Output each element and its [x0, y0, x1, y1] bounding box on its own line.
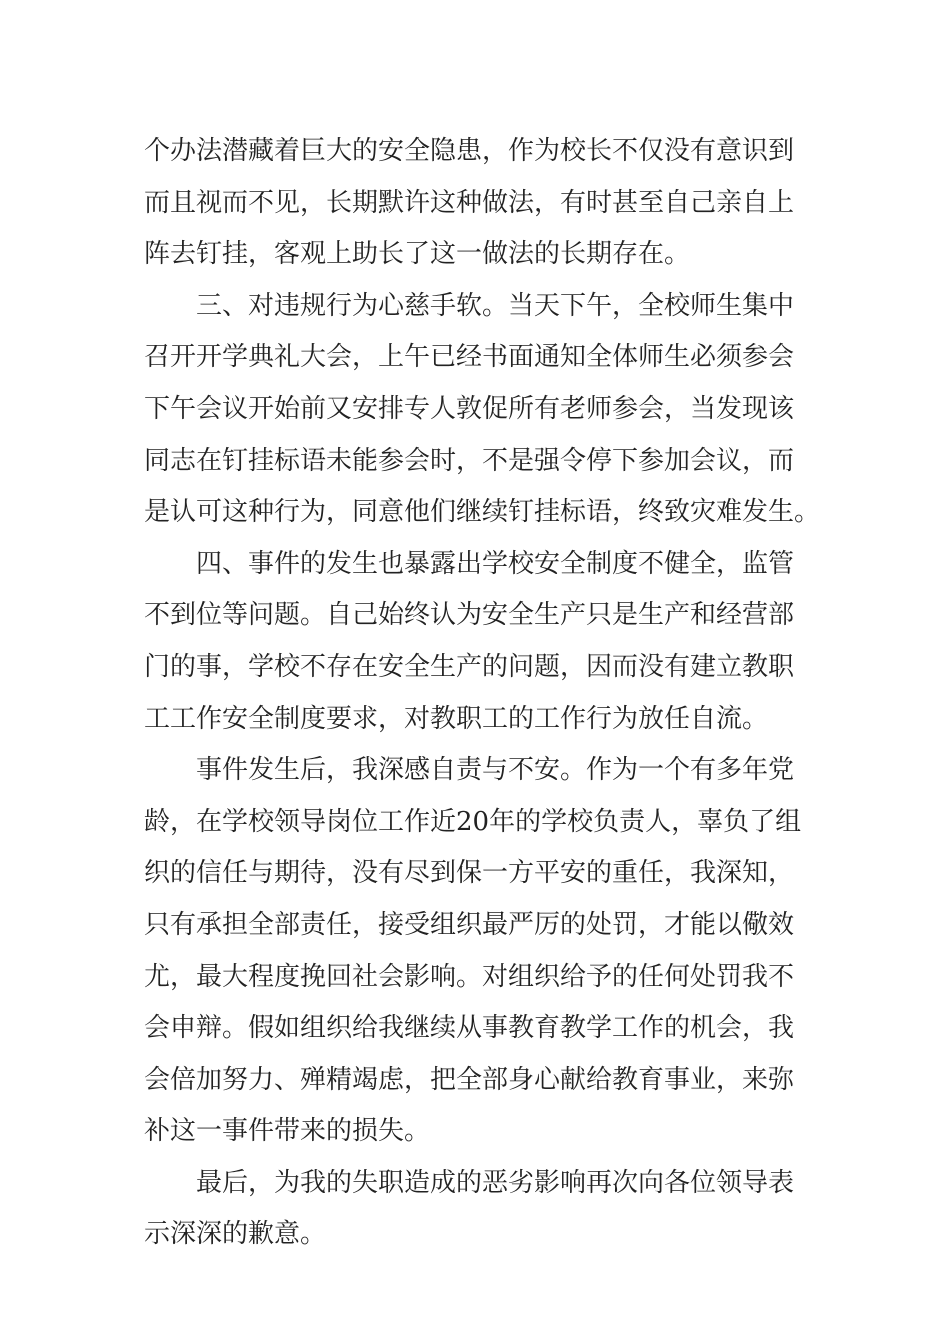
text-line: 示深深的歉意。	[144, 1219, 327, 1250]
text-line: 最后，为我的失职造成的恶劣影响再次向各位领导表	[196, 1167, 795, 1198]
paragraph	[144, 126, 812, 281]
document-body	[144, 126, 821, 1261]
text-line: 不到位等问题。自己始终认为安全生产只是生产和经营部	[144, 600, 795, 631]
text-line: 召开开学典礼大会，上午已经书面通知全体师生必须参会	[144, 342, 795, 373]
text-line: 下午会议开始前又安排专人敦促所有老师参会，当发现该	[144, 393, 795, 424]
text-line: 只有承担全部责任，接受组织最严厉的处罚，才能以儆效	[144, 909, 795, 940]
text-line: 事件发生后，我深感自责与不安。作为一个有多年党	[196, 755, 795, 786]
paragraph	[144, 1158, 812, 1261]
text-line: 补这一事件带来的损失。	[144, 1116, 431, 1147]
text-line: 会申辩。假如组织给我继续从事教育教学工作的机会，我	[144, 1013, 795, 1044]
text-line: 门的事，学校不存在安全生产的问题，因而没有建立教职	[144, 651, 795, 682]
paragraph	[144, 745, 812, 1158]
text-line: 尤，最大程度挽回社会影响。对组织给予的任何处罚我不	[144, 961, 795, 992]
paragraph	[144, 281, 821, 539]
text-line: 四、事件的发生也暴露出学校安全制度不健全，监管	[196, 548, 795, 579]
text-line: 工工作安全制度要求，对教职工的工作行为放任自流。	[144, 703, 769, 734]
text-line: 而且视而不见，长期默许这种做法，有时甚至自己亲自上	[144, 187, 795, 218]
text-line: 阵去钉挂，客观上助长了这一做法的长期存在。	[144, 239, 691, 270]
paragraph	[144, 539, 812, 745]
text-line: 三、对违规行为心慈手软。当天下午，全校师生集中	[196, 290, 795, 321]
text-line: 个办法潜藏着巨大的安全隐患，作为校长不仅没有意识到	[144, 136, 795, 166]
text-line: 织的信任与期待，没有尽到保一方平安的重任，我深知，	[144, 858, 795, 889]
text-line: 会倍加努力、殚精竭虑，把全部身心献给教育事业，来弥	[144, 1064, 795, 1095]
text-line: 是认可这种行为，同意他们继续钉挂标语，终致灾难发生。	[144, 497, 821, 528]
text-line: 龄，在学校领导岗位工作近20年的学校负责人，辜负了组	[144, 806, 802, 837]
text-line: 同志在钉挂标语未能参会时，不是强令停下参加会议，而	[144, 445, 795, 476]
